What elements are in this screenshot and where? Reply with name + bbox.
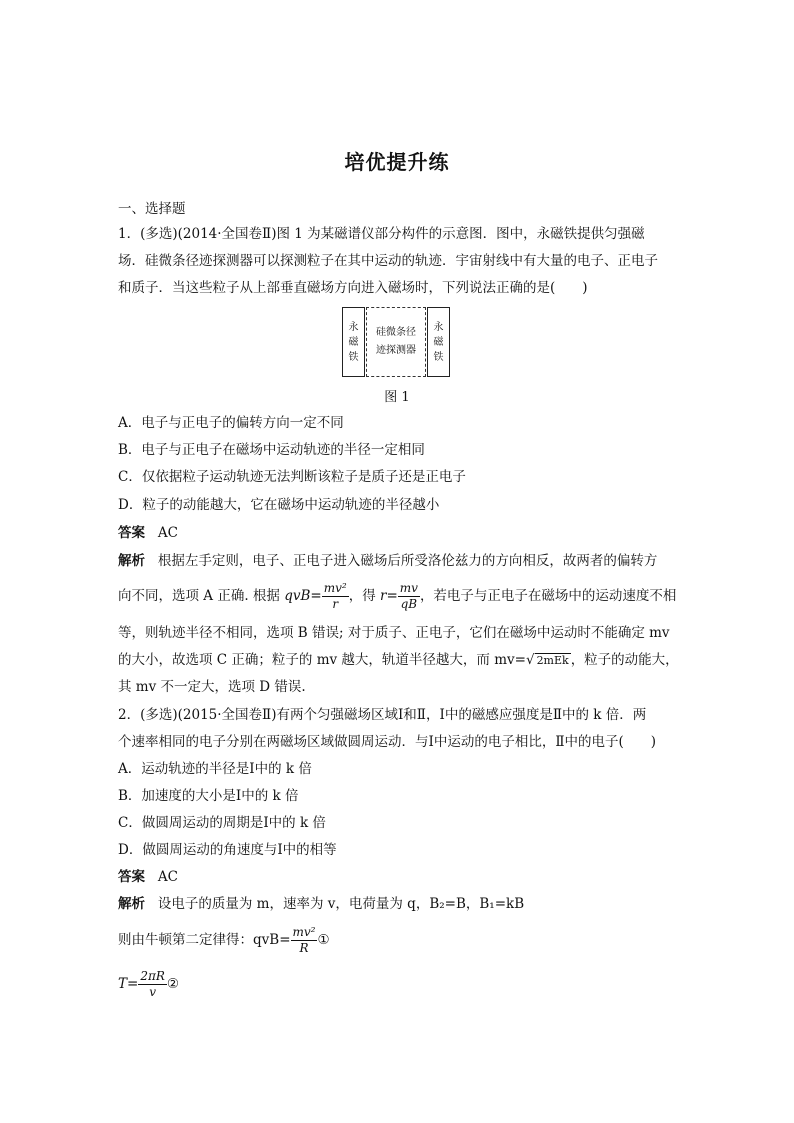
figure-1-diagram — [340, 307, 452, 377]
q1-analysis-line-2: 向不同，选项 A 正确. 根据 qvB= $\frac{\text{mv²}}{r}$ ，得 r= $\frac{mv}{qB}$ ，若电子与正电子在磁场中的运动速度不相 — [118, 581, 677, 611]
analysis-label: 解析 — [118, 896, 145, 912]
q2-stem-line-1: 2．(多选)(2015·全国卷Ⅱ)有两个匀强磁场区域Ⅰ和Ⅱ，Ⅰ中的磁感应强度是Ⅱ中的 k 倍．两 — [118, 707, 647, 723]
answer-value: AC — [157, 869, 178, 885]
q1-option-d: D．粒子的动能越大，它在磁场中运动轨迹的半径越小 — [118, 497, 440, 513]
q1-stem-line-1: 1．(多选)(2014·全国卷Ⅱ)图 1 为某磁谱仪部分构件的示意图．图中，永磁铁提供匀强磁 — [118, 226, 645, 242]
q1-answer — [118, 523, 678, 543]
q1-analysis-line-3: 等，则轨迹半径不相同，选项 B 错误; 对于质子、正电子，它们在磁场中运动时不能确定 mv — [118, 625, 670, 641]
q2-option-c: C．做圆周运动的周期是Ⅰ中的 k 倍 — [118, 815, 326, 831]
q2-answer — [118, 867, 678, 887]
fraction-mv2-over-R: $\frac{\text{mv²}}{R}$ — [292, 925, 316, 955]
answer-value: AC — [157, 525, 178, 541]
fraction-mv-over-qb: $\frac{mv}{qB}$ — [399, 581, 418, 611]
q1-stem-line-3: 和质子．当这些粒子从上部垂直磁场方向进入磁场时，下列说法正确的是( ) — [118, 280, 588, 296]
sqrt-2mek: 2mEk — [536, 654, 569, 667]
figure-1-caption: 图 1 — [384, 390, 410, 405]
q2-analysis-line-1: 解析 设电子的质量为 m，速率为 v，电荷量为 q，B₂=B，B₁=kB — [118, 896, 525, 912]
q2-option-d: D．做圆周运动的角速度与Ⅰ中的相等 — [118, 842, 337, 858]
silicon-strip-detector: 硅微条径 迹探测器 — [366, 307, 426, 377]
q1-option-a: A．电子与正电子的偏转方向一定不同 — [118, 415, 344, 431]
q2-analysis-line-3: T= $\frac{2\pi R}{v}$ ② — [118, 969, 179, 999]
q2-option-a: A．运动轨迹的半径是Ⅰ中的 k 倍 — [118, 761, 312, 777]
answer-label: 答案 — [118, 525, 145, 541]
q1-stem-line-2: 场．硅微条径迹探测器可以探测粒子在其中运动的轨迹．宇宙射线中有大量的电子、正电子 — [118, 253, 658, 269]
sqrt-symbol: √ — [525, 652, 535, 668]
q2-analysis-line-2: 则由牛顿第二定律得：qvB= $\frac{\text{mv²}}{R}$ ① — [118, 925, 330, 955]
section-heading: 一、选择题 — [118, 201, 186, 217]
permanent-magnet-left: 永 磁 铁 — [342, 307, 365, 377]
analysis-label: 解析 — [118, 553, 145, 569]
permanent-magnet-right: 永 磁 铁 — [427, 307, 450, 377]
q2-option-b: B．加速度的大小是Ⅰ中的 k 倍 — [118, 788, 299, 804]
q1-analysis-line-4: 的大小，故选项 C 正确；粒子的 mv 越大，轨道半径越大，而 mv=√ 2mEk ，粒子的动能大， — [118, 652, 679, 668]
q1-option-b: B．电子与正电子在磁场中运动轨迹的半径一定相同 — [118, 442, 425, 458]
page-title: 培优提升练 — [344, 150, 450, 174]
q1-analysis-line-1: 解析 根据左手定则，电子、正电子进入磁场后所受洛伦兹力的方向相反，故两者的偏转方 — [118, 553, 658, 569]
q1-option-c: C．仅依据粒子运动轨迹无法判断该粒子是质子还是正电子 — [118, 469, 466, 485]
q2-stem-line-2: 个速率相同的电子分别在两磁场区域做圆周运动．与Ⅰ中运动的电子相比，Ⅱ中的电子( ) — [118, 734, 657, 750]
fraction-mv2-over-r: $\frac{\text{mv²}}{r}$ — [323, 581, 347, 611]
q1-analysis-line-5: 其 mv 不一定大，选项 D 错误. — [118, 679, 306, 695]
answer-label: 答案 — [118, 869, 145, 885]
fraction-2piR-over-v: $\frac{2\pi R}{v}$ — [140, 969, 165, 999]
